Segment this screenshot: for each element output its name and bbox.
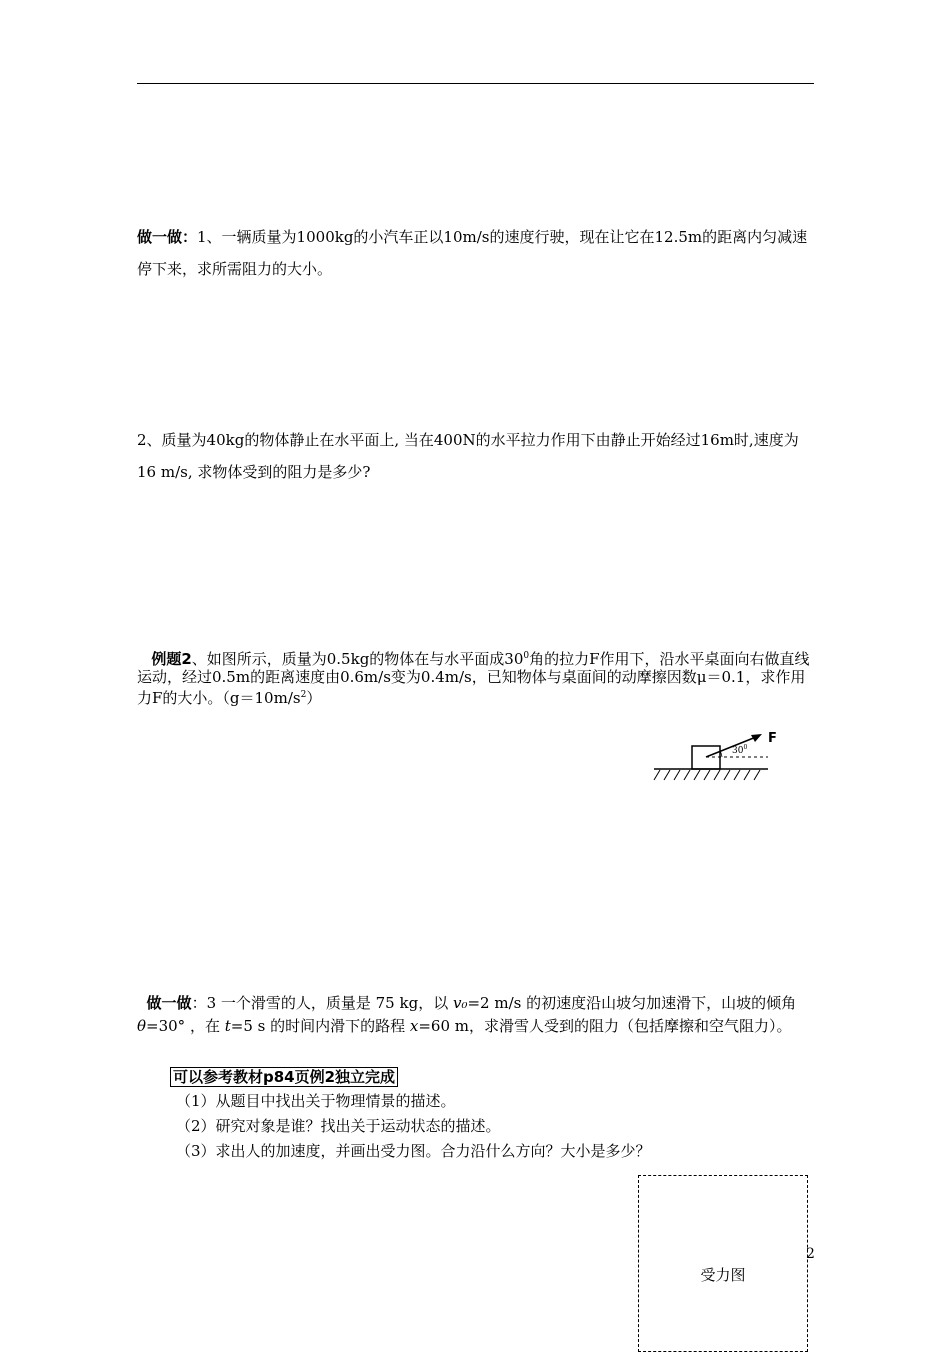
reference-note: 可以参考教材p84页例2独立完成 (170, 1067, 398, 1087)
header-rule (137, 83, 814, 84)
force-diagram-box (638, 1175, 808, 1352)
step-3: （3）求出人的加速度，并画出受力图。合力沿什么方向？大小是多少？ (176, 1142, 651, 1160)
example-2-text-b: 角的拉力F作用下，沿水平桌面向右做直线运动，经过0.5m的距离速度由0.6m/s变为0.4m/s，已知物体与桌面间的动摩擦因数μ＝0.1，求作用力F的大小。（g＝10m/s (137, 650, 810, 707)
exercise-3-label: 做一做 (146, 994, 192, 1012)
exercise-3-text-e: =60 m，求滑雪人受到的阻力（包括摩擦和空气阻力）。 (418, 1017, 792, 1035)
exercise-3-x: x (409, 1017, 419, 1035)
force-arrow-shaft (706, 737, 756, 757)
step-1: （1）从题目中找出关于物理情景的描述。 (176, 1092, 456, 1110)
exercise-3-t: t (224, 1017, 231, 1035)
exercise-2 (137, 424, 817, 488)
exercise-3 (137, 992, 817, 1038)
exercise-3-v0: v₀ (452, 994, 468, 1012)
page-number: 2 (806, 1246, 815, 1262)
exercise-1-label: 做一做： (137, 228, 198, 246)
exercise-2-text: 2、质量为40kg的物体静止在水平面上, 当在400N的水平拉力作用下由静止开始经过16m时,速度为16 m/s, 求物体受到的阻力是多少? (137, 431, 799, 481)
table-hatching (654, 770, 760, 780)
example-2 (137, 647, 817, 707)
step-2: （2）研究对象是谁？找出关于运动状态的描述。 (176, 1117, 501, 1135)
exercise-3-text-a: ：3 一个滑雪的人，质量是 75 kg，以 (191, 994, 453, 1012)
angle-label: $30^0$ (732, 744, 748, 756)
force-label: F (768, 731, 777, 746)
exercise-1-text: 1、一辆质量为1000kg的小汽车正以10m/s的速度行驶，现在让它在12.5m的距离内匀减速停下来，求所需阻力的大小。 (137, 228, 808, 278)
force-diagram-label: 受力图 (700, 1266, 746, 1284)
incline-force-figure (650, 728, 790, 784)
example-2-sup-2: 2 (300, 690, 307, 700)
exercise-3-theta: θ (137, 1017, 147, 1035)
example-2-text-c: ） (306, 689, 322, 707)
exercise-1 (137, 221, 817, 285)
example-2-sup-1: 0 (523, 651, 530, 661)
exercise-3-text-b: =2 m/s 的初速度沿山坡匀加速滑下，山坡的倾角 (467, 994, 797, 1012)
example-2-text-a: 、如图所示，质量为0.5kg的物体在与水平面成30 (191, 650, 524, 668)
exercise-3-text-d: =5 s 的时间内滑下的路程 (230, 1017, 410, 1035)
exercise-3-text-c: =30° ，在 (146, 1017, 225, 1035)
example-2-label: 例题2 (151, 650, 192, 668)
